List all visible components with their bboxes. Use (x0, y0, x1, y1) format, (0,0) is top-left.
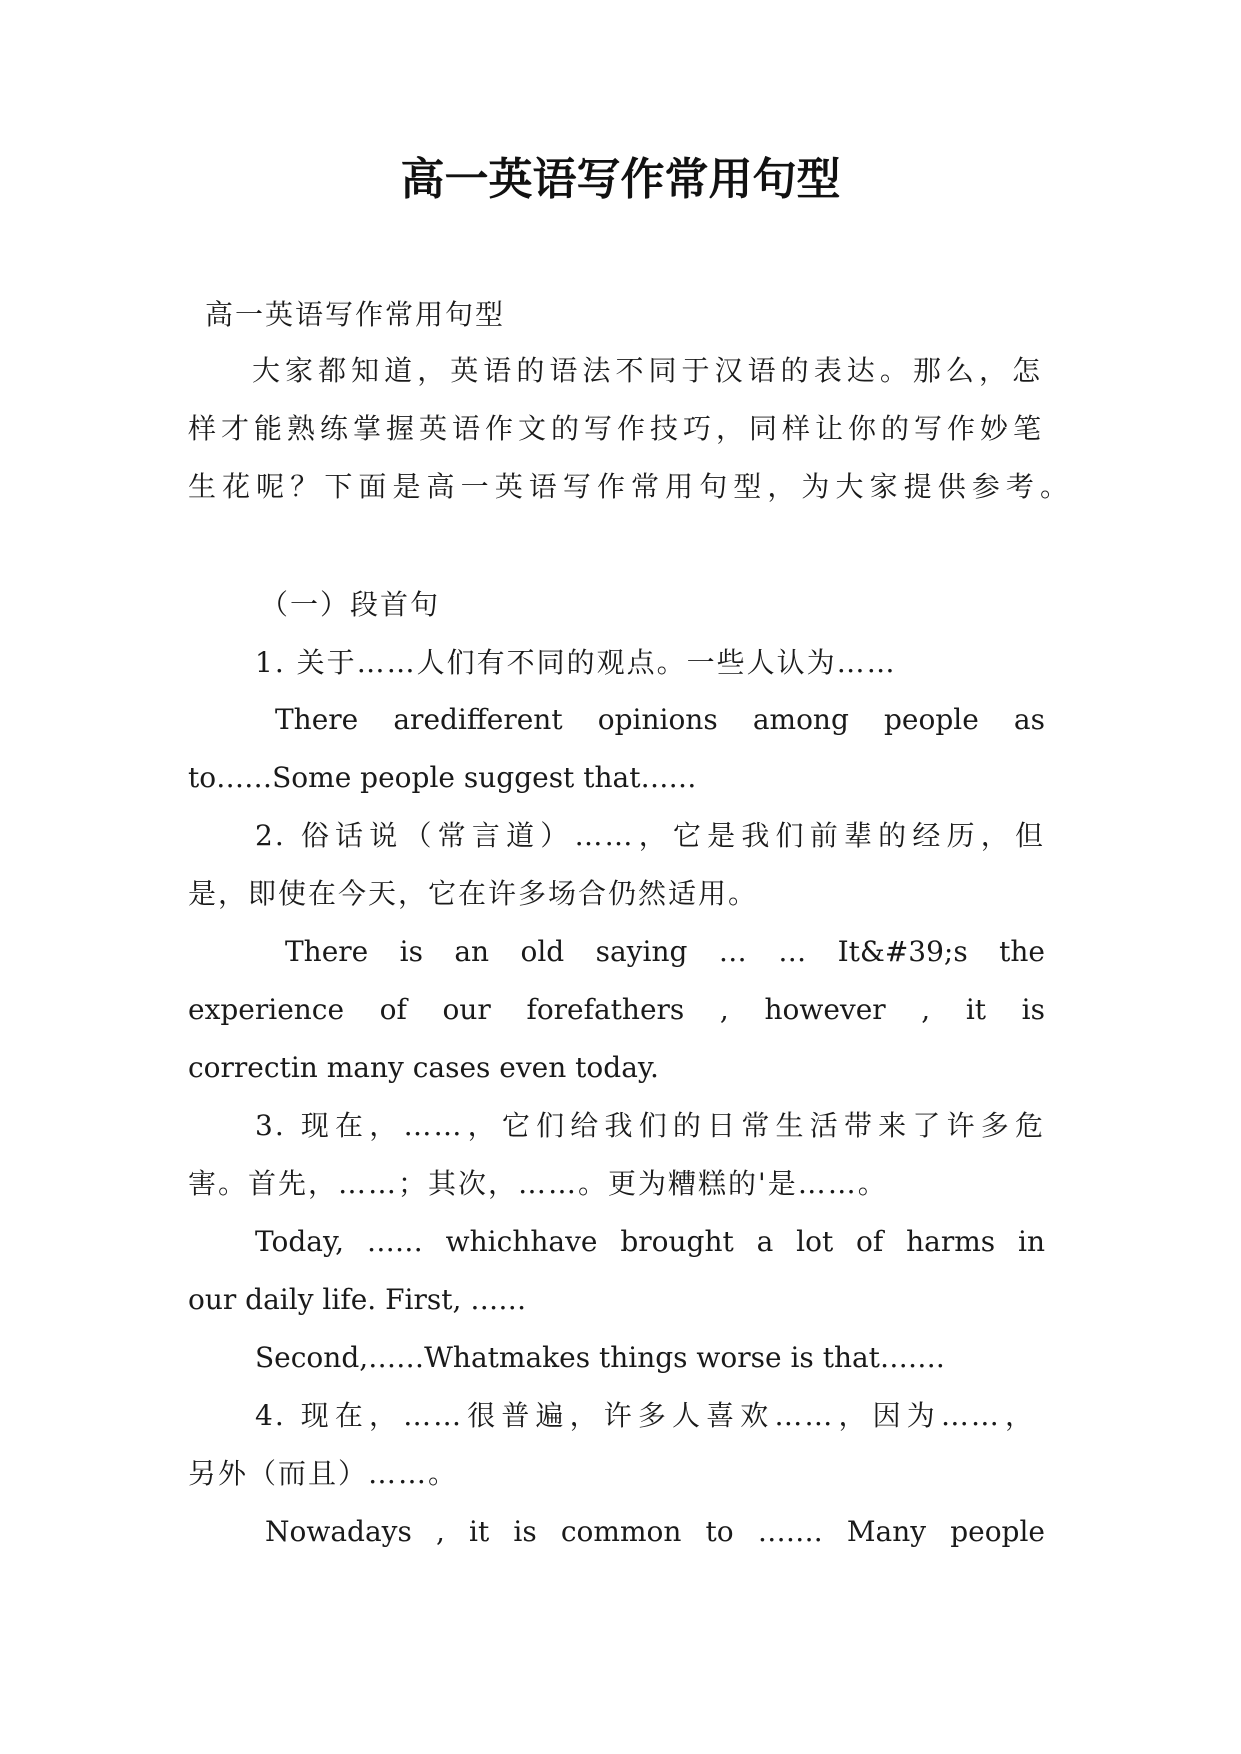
subtitle-line: 高一英语写作常用句型 (205, 298, 506, 331)
intro-line-2: 样才能熟练掌握英语作文的写作技巧，同样让你的写作妙笔 (188, 412, 1043, 445)
item-3-chinese-line-1: 3. 现在，……，它们给我们的日常生活带来了许多危 (255, 1109, 1045, 1142)
intro-line-3: 生花呢？下面是高一英语写作常用句型，为大家提供参考。 (188, 470, 1070, 503)
item-3-english-line-3: Second,……Whatmakes things worse is that……. (255, 1341, 945, 1374)
item-2-english-line-1: There is an old saying … … It&#39;s the (285, 935, 1045, 968)
document-title: 高一英语写作常用句型 (400, 154, 841, 205)
section-heading: （一）段首句 (260, 588, 441, 621)
item-2-chinese-line-2: 是，即使在今天，它在许多场合仍然适用。 (188, 877, 759, 910)
item-2-english-line-3: correctin many cases even today. (188, 1051, 659, 1084)
item-2-chinese-line-1: 2. 俗话说（常言道）……，它是我们前辈的经历，但 (255, 819, 1045, 852)
item-4-chinese-line-1: 4. 现在，……很普遍，许多人喜欢……，因为……， (255, 1399, 1035, 1432)
item-1-english-line-2: to……Some people suggest that…… (188, 761, 697, 794)
item-3-english-line-2: our daily life. First, …… (188, 1283, 527, 1316)
item-3-english-line-1: Today, …… whichhave brought a lot of harms in (255, 1225, 1045, 1258)
item-1-chinese: 1. 关于……人们有不同的观点。一些人认为…… (255, 646, 897, 679)
item-4-chinese-line-2: 另外（而且）……。 (188, 1457, 459, 1490)
item-4-english-line-1: Nowadays , it is common to ……. Many people (265, 1515, 1045, 1548)
item-2-english-line-2: experience of our forefathers , however , it is (188, 993, 1045, 1026)
item-3-chinese-line-2: 害。首先，……；其次，……。更为糟糕的'是……。 (188, 1167, 888, 1200)
intro-line-1: 大家都知道，英语的语法不同于汉语的表达。那么，怎 (252, 354, 1042, 387)
item-1-english-line-1: There aredifferent opinions among people as (275, 703, 1045, 736)
